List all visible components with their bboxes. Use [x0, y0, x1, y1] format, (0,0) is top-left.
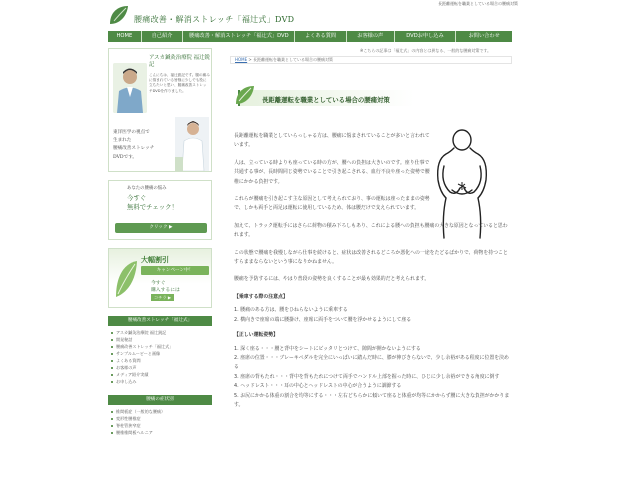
nav-contact[interactable]: お問い合わせ	[468, 33, 500, 39]
side-link[interactable]: 開発秘話	[116, 336, 212, 343]
side-link[interactable]: サンプルムービーと画像	[116, 350, 212, 357]
paragraph: 腰痛を予防するには、やはり普段の姿勢を良くすることが最も効果的だと考えられます。	[234, 276, 430, 283]
check-headline-1: 今すぐ	[127, 194, 147, 202]
check-headline-2: 無料でチェック！	[127, 203, 178, 211]
page-heading	[232, 84, 412, 108]
campaign-banner[interactable]	[108, 248, 212, 308]
article-body	[234, 132, 510, 416]
list-item: 1. 深く座る・・・腰と背中をシートにピッタリとつけて、隙間が開かないようにする	[234, 345, 421, 352]
posture-list	[234, 345, 510, 411]
list-item: 4. ヘッドレスト・・・耳の中心とヘッドレストの中心が合うように調節する	[234, 383, 402, 390]
side-menu	[108, 326, 212, 387]
campaign-ribbon: キャンペーン中！	[141, 266, 209, 275]
staff-photo	[175, 117, 209, 171]
profile-box[interactable]	[108, 48, 212, 172]
free-check-banner[interactable]	[108, 180, 212, 240]
page-title: 長距離運転を職業としている場合の腰痛対策	[262, 96, 390, 104]
side-link[interactable]: 腰椎椎間板ヘルニア	[116, 429, 212, 436]
tagline-line: 腰痛改善ストレッチ	[113, 146, 155, 152]
doctor-photo	[113, 63, 147, 113]
paragraph: これらが腰痛を引き起こす主な原因として考えられており、事の運転は座ったままの姿勢で、しかも両手と両足は運転に使用しているため、体は腰だけで支えられています。	[234, 196, 430, 212]
side-link[interactable]: 脊柱管狭窄症	[116, 422, 212, 429]
nav-dvd[interactable]: 腰痛改善・解消ストレッチ「福辻式」DVD	[183, 31, 295, 42]
clinic-name: アスカ鍼灸治療院 福辻鋭記	[149, 55, 210, 68]
campaign-sub-1: 今すぐ	[151, 281, 166, 286]
nav-order[interactable]: DVDお申し込み	[395, 31, 457, 42]
campaign-sub-2: 購入するには	[151, 288, 180, 293]
tagline-line: DVDです。	[113, 154, 138, 160]
campaign-title: 大幅割引	[141, 255, 169, 264]
leaf-icon	[232, 84, 258, 106]
breadcrumb-sep: >	[248, 57, 254, 62]
breadcrumb-current: 長距離運転を職業としている場合の腰痛対策	[253, 57, 334, 62]
caution-list	[234, 306, 510, 325]
global-nav	[108, 31, 512, 42]
list-item: 3. 座席の背もたれ・・・背中を背もたれにつけて両手でハンドル上部を握った時に、ひじに少し余裕ができる角度に倒す	[234, 373, 500, 380]
side-link[interactable]: メディア紹介実績	[116, 371, 212, 378]
check-caption: あなたの腰痛の悩み	[127, 186, 167, 191]
list-item: 2. 横向きで座席の端に腰掛け、座席に両手をついて腰を浮かせるようにして座る	[234, 316, 412, 323]
site-header	[108, 4, 512, 30]
section-title: 【正しい運転姿勢】	[234, 332, 279, 339]
nav-about[interactable]: 自己紹介	[142, 31, 184, 42]
tagline-line: 生まれた	[113, 138, 132, 144]
paragraph: 加えて、トラック運転手にはさらに荷物の積み下ろしもあり、これによる腰への負担も腰痛の大きな原因となっていると思われます。	[234, 222, 508, 239]
side-section-title: 腰痛改善ストレッチ「福辻式」	[108, 316, 212, 326]
side-link[interactable]: 変形性腰椎症	[116, 415, 212, 422]
profile-description: こんにちは、福辻鋭記です。腰の痛みに悩まれている皆様に少しでも役に立ちたいと思い、腰痛改善ストレッチDVDを作りました。	[149, 73, 210, 93]
nav-home[interactable]: HOME	[108, 31, 142, 42]
side-menu	[108, 405, 212, 438]
list-item: 5. お尻にかかる体重の割合を均等にする・・・左右どちらかに傾いて座ると体重が均等にかからず腰に大きな負担がかかります。	[234, 392, 510, 408]
side-link[interactable]: お客様の声	[116, 364, 212, 371]
side-link[interactable]: 椎間板症（一般的な腰痛）	[116, 408, 212, 415]
side-link[interactable]: 腰痛改善ストレッチ「福辻式」	[116, 343, 212, 350]
section-title: 【乗車する際の注意点】	[234, 293, 288, 300]
sidebar	[108, 48, 212, 438]
breadcrumb	[230, 56, 512, 64]
check-click-button[interactable]: クリック ▶	[115, 223, 207, 233]
article-note: ※こちらの記事は「福辻式」の内容とは異なる、一般的な腰痛対策です。	[360, 48, 492, 53]
side-link[interactable]: アスカ鍼灸治療院 福辻鋭記	[116, 329, 212, 336]
breadcrumb-home[interactable]: HOME	[235, 57, 248, 62]
paragraph: 長距離運転を職業としていらっしゃる方は、腰痛に悩まされていることが多いと言われています。	[234, 133, 430, 149]
profile-tagline	[113, 129, 173, 162]
tagline-line: 東洋医学の視点で	[113, 130, 150, 135]
leaf-icon	[113, 259, 139, 299]
side-link[interactable]: お申し込み	[116, 378, 212, 385]
nav-faq[interactable]: よくある質問	[295, 31, 347, 42]
list-item: 2. 座席の位置・・・ブレーキペダルを完全にいっぱいに踏んだ時に、膝が伸びきらないで、少し余裕がある程度に位置を決める	[234, 354, 509, 371]
nav-voice[interactable]: お客様の声	[347, 31, 395, 42]
campaign-link[interactable]: コチラ ▶	[151, 294, 174, 301]
side-section-title: 腰痛の症状別	[108, 395, 212, 405]
list-item: 1. 腰痛のある方は、腰をひねらないように乗車する	[234, 307, 348, 314]
site-title[interactable]: 腰痛改善・解消ストレッチ「福辻式」DVD	[134, 15, 295, 24]
leaf-logo-icon[interactable]	[108, 4, 130, 26]
top-note: 長距離運転を職業としている場合の腰痛対策	[438, 1, 518, 6]
paragraph: 人は、立っている時よりも座っている時の方が、腰への負担は大きいのです。座り仕事で共通する事が、長時間同じ姿勢でいることで引き起こされる、血行不良や座った姿勢で腰椎にかかる負担です。	[234, 159, 430, 185]
paragraph: この状態で腰痛を我慢しながら仕事を続けると、症状は改善されるどころか悪化への一途をたどるばかりで、荷物を持つことすらままならないという事になりかねません。	[234, 249, 508, 266]
side-link[interactable]: よくある質問	[116, 357, 212, 364]
